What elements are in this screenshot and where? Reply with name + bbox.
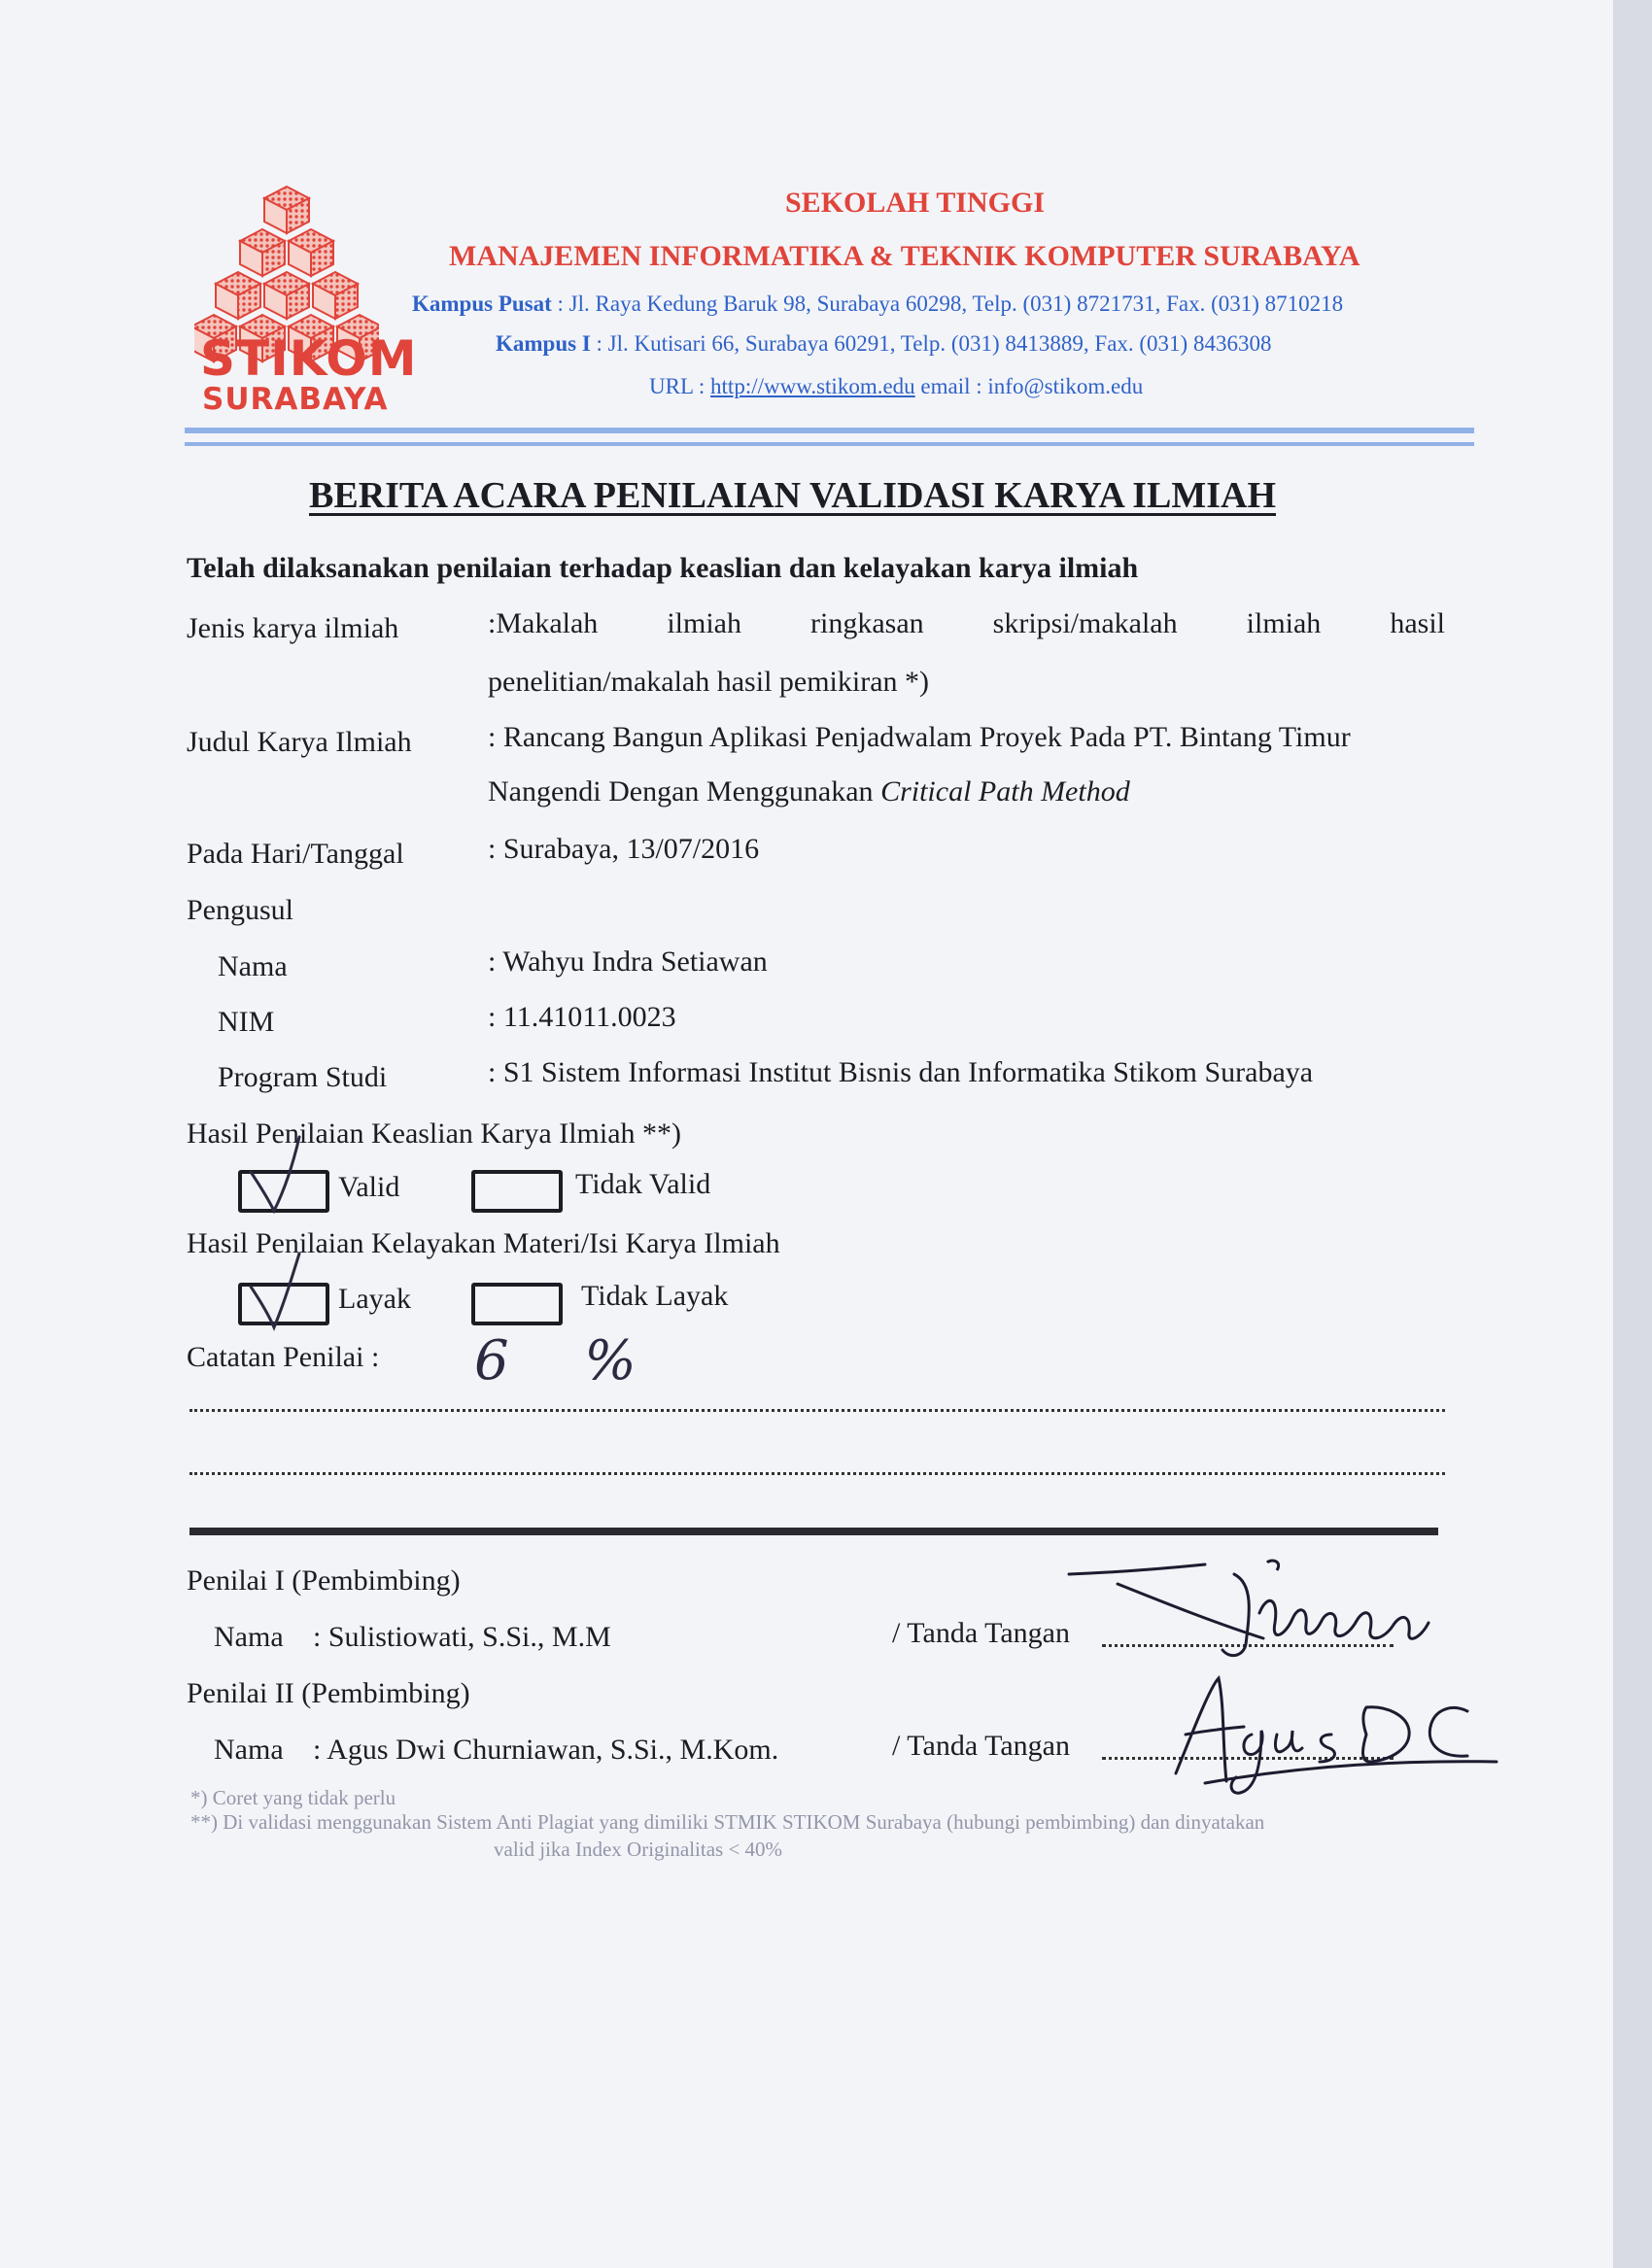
layak-option-label: Layak bbox=[338, 1283, 411, 1315]
tidak-layak-option-label: Tidak Layak bbox=[581, 1280, 729, 1312]
logo-text-stikom: STIKOM bbox=[200, 330, 418, 387]
letterhead-divider-thin bbox=[185, 442, 1474, 446]
footnote-plagiat-line2: valid jika Index Originalitas < 40% bbox=[494, 1838, 783, 1861]
email-text: email : info@stikom.edu bbox=[914, 374, 1144, 398]
nama-label: Nama bbox=[218, 950, 288, 982]
penilai-1-nama-label: Nama bbox=[214, 1621, 284, 1653]
document-title: BERITA ACARA PENILAIAN VALIDASI KARYA ILMIAH bbox=[309, 475, 1276, 516]
signature-2-image bbox=[1147, 1667, 1506, 1798]
campus-pusat-label: Kampus Pusat bbox=[412, 292, 552, 316]
penilai-2-ttd-label: / Tanda Tangan bbox=[892, 1730, 1070, 1762]
letterhead-divider bbox=[185, 428, 1474, 433]
tidak-valid-checkbox[interactable] bbox=[471, 1170, 563, 1213]
jenis-value-line2: penelitian/makalah hasil pemikiran *) bbox=[488, 666, 930, 698]
judul-value-line1: : Rancang Bangun Aplikasi Penjadwalam Proyek Pada PT. Bintang Timur bbox=[488, 721, 1351, 753]
judul-value-line2-text: Nangendi Dengan Menggunakan bbox=[488, 775, 881, 808]
campus-1-text: : Jl. Kutisari 66, Surabaya 60291, Telp. (031) 8413889, Fax. (031) 8436308 bbox=[590, 331, 1272, 356]
url-email-line bbox=[649, 374, 1143, 399]
campus-pusat-address bbox=[412, 292, 1343, 317]
valid-option-label: Valid bbox=[338, 1171, 400, 1203]
logo-text-surabaya: SURABAYA bbox=[202, 382, 389, 417]
catatan-handwritten-note: 6 % bbox=[474, 1329, 637, 1392]
campus-pusat-text: : Jl. Raya Kedung Baruk 98, Surabaya 60298, Telp. (031) 8721731, Fax. (031) 8710218 bbox=[551, 292, 1344, 316]
judul-label: Judul Karya Ilmiah bbox=[187, 726, 412, 758]
nim-value: : 11.41011.0023 bbox=[488, 1001, 676, 1033]
penilai-2-heading: Penilai II (Pembimbing) bbox=[187, 1677, 470, 1709]
prodi-value: : S1 Sistem Informasi Institut Bisnis dan Informatika Stikom Surabaya bbox=[488, 1056, 1314, 1088]
penilai-1-nama-value: : Sulistiowati, S.Si., M.M bbox=[313, 1621, 611, 1653]
nama-value: : Wahyu Indra Setiawan bbox=[488, 945, 768, 978]
tanggal-value: : Surabaya, 13/07/2016 bbox=[488, 833, 760, 865]
url-prefix: URL : bbox=[649, 374, 711, 398]
keaslian-label: Hasil Penilaian Keaslian Karya Ilmiah **) bbox=[187, 1117, 682, 1150]
footnote-coret: *) Coret yang tidak perlu bbox=[190, 1786, 396, 1809]
institution-line-1: SEKOLAH TINGGI bbox=[785, 187, 1046, 219]
scan-edge bbox=[1613, 0, 1652, 2268]
intro-statement: Telah dilaksanakan penilaian terhadap keaslian dan kelayakan karya ilmiah bbox=[187, 552, 1139, 584]
jenis-label: Jenis karya ilmiah bbox=[187, 612, 399, 644]
tidak-layak-checkbox[interactable] bbox=[471, 1283, 563, 1325]
section-divider bbox=[189, 1528, 1438, 1535]
tanggal-label: Pada Hari/Tanggal bbox=[187, 838, 404, 870]
penilai-2-nama-value: : Agus Dwi Churniawan, S.Si., M.Kom. bbox=[313, 1734, 779, 1766]
footnote-plagiat-line1: **) Di validasi menggunakan Sistem Anti Plagiat yang dimiliki STMIK STIKOM Surabaya (hubungi pembimbing) dan dinyatakan bbox=[190, 1810, 1265, 1834]
stikom-logo bbox=[194, 185, 418, 428]
checkmark-icon bbox=[233, 1246, 340, 1343]
checkmark-icon bbox=[233, 1127, 340, 1224]
pengusul-label: Pengusul bbox=[187, 894, 294, 926]
nim-label: NIM bbox=[218, 1006, 275, 1038]
kelayakan-label: Hasil Penilaian Kelayakan Materi/Isi Karya Ilmiah bbox=[187, 1227, 780, 1259]
catatan-dotted-line-2 bbox=[189, 1472, 1445, 1475]
penilai-1-heading: Penilai I (Pembimbing) bbox=[187, 1564, 461, 1597]
prodi-label: Program Studi bbox=[218, 1061, 388, 1093]
website-link[interactable]: http://www.stikom.edu bbox=[710, 374, 915, 398]
institution-line-2: MANAJEMEN INFORMATIKA & TEKNIK KOMPUTER SURABAYA bbox=[449, 240, 1360, 272]
penilai-1-ttd-label: / Tanda Tangan bbox=[892, 1617, 1070, 1649]
tidak-valid-option-label: Tidak Valid bbox=[575, 1168, 711, 1200]
campus-1-address bbox=[496, 331, 1271, 357]
catatan-label: Catatan Penilai : bbox=[187, 1341, 380, 1373]
jenis-value-line1: :Makalah ilmiah ringkasan skripsi/makalah ilmiah hasil bbox=[488, 607, 1445, 639]
campus-1-label: Kampus I bbox=[496, 331, 591, 356]
judul-value-line2 bbox=[488, 775, 1130, 808]
signature-1-image bbox=[1059, 1555, 1448, 1681]
penilai-2-nama-label: Nama bbox=[214, 1734, 284, 1766]
judul-value-italic: Critical Path Method bbox=[880, 775, 1130, 808]
catatan-dotted-line-1 bbox=[189, 1409, 1445, 1412]
